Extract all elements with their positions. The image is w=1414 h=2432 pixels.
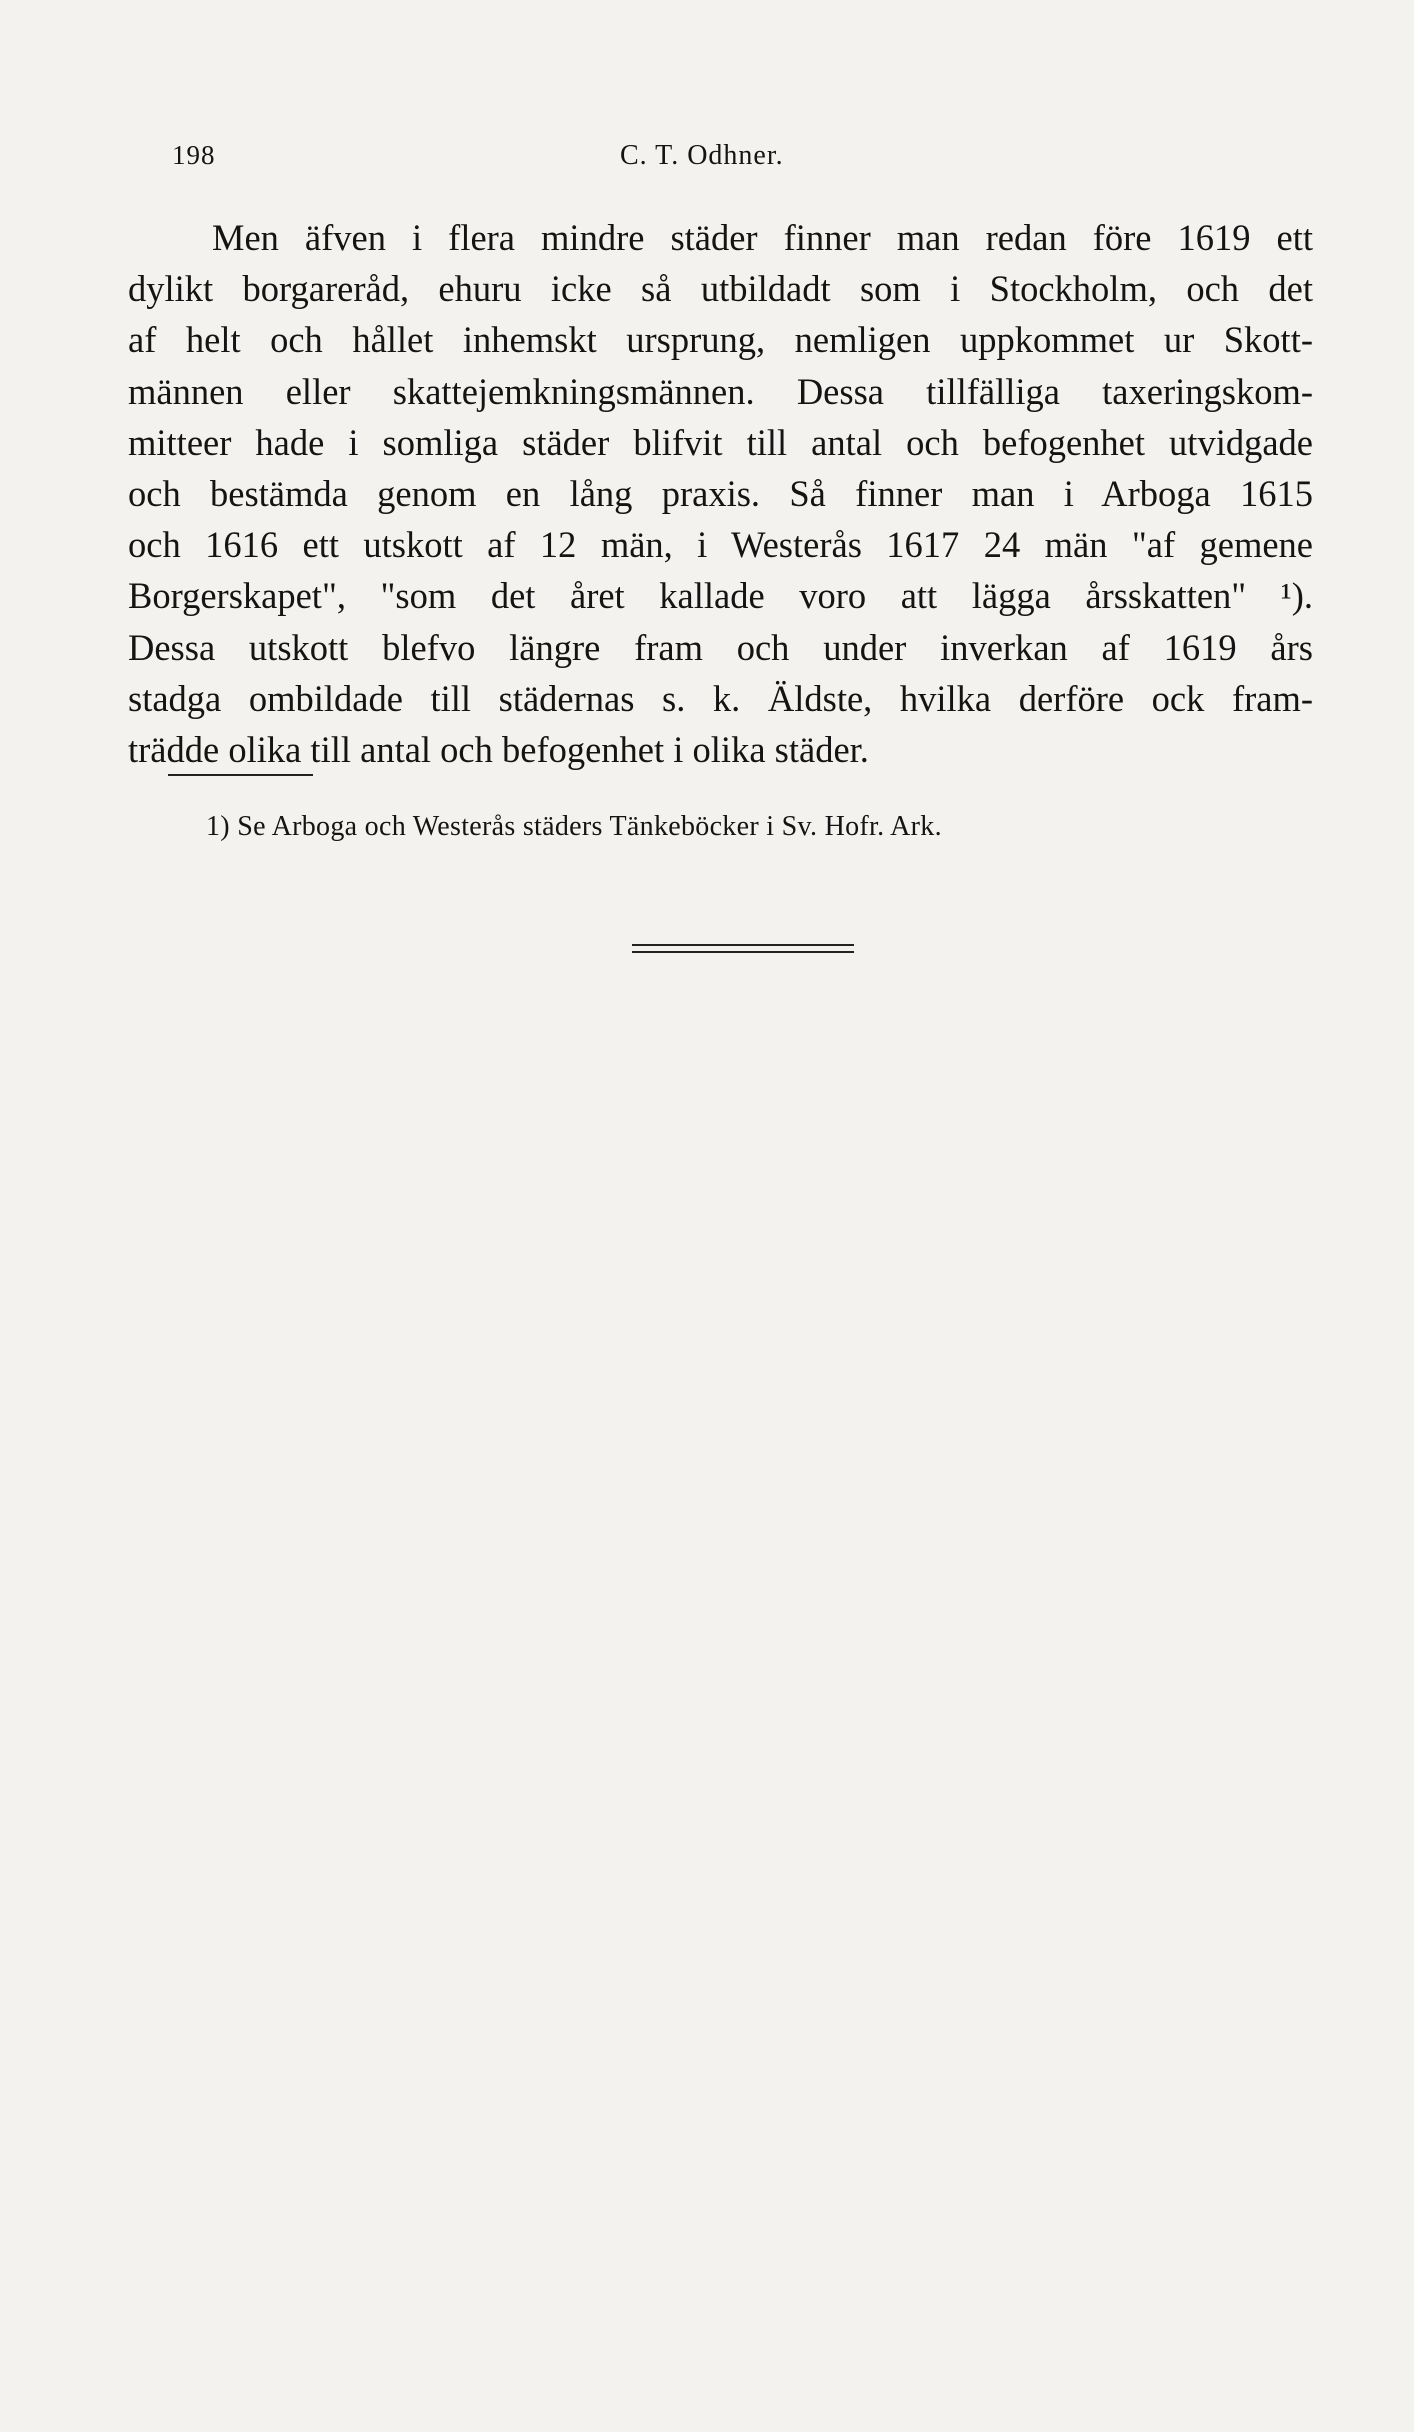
footnote	[206, 810, 1126, 844]
page-header	[172, 140, 1312, 180]
body-line: af helt och hållet inhemskt ursprung, nemligen uppkommet ur Skott-	[128, 319, 1313, 361]
body-line: Men äfven i flera mindre städer finner man redan före 1619 ett	[212, 217, 1313, 258]
end-rule	[632, 944, 854, 953]
body-line: mitteer hade i somliga städer blifvit till antal och befogenhet utvidgade	[128, 421, 1313, 463]
running-head: C. T. Odhner.	[620, 140, 784, 171]
body-line: och 1616 ett utskott af 12 män, i Westerås 1617 24 män "af gemene	[128, 524, 1313, 566]
body-line: männen eller skattejemkningsmännen. Dessa tillfälliga taxeringskom-	[128, 370, 1313, 412]
body-line: stadga ombildade till städernas s. k. Äldste, hvilka derföre ock fram-	[128, 677, 1313, 719]
body-line: trädde olika till antal och befogenhet i olika städer.	[128, 729, 869, 771]
footnote-separator	[168, 774, 313, 776]
end-rule-line	[632, 951, 854, 953]
body-line: Dessa utskott blefvo längre fram och under inverkan af 1619 års	[128, 626, 1313, 668]
footnote-text: Se Arboga och Westerås städers Tänkeböcker i Sv. Hofr. Ark.	[237, 811, 942, 842]
body-line: Borgerskapet", "som det året kallade voro att lägga årsskatten" ¹).	[128, 575, 1313, 617]
end-rule-line	[632, 944, 854, 946]
body-paragraph	[128, 212, 1313, 775]
body-line: och bestämda genom en lång praxis. Så finner man i Arboga 1615	[128, 473, 1313, 515]
page-number: 198	[172, 140, 216, 170]
body-line: dylikt borgareråd, ehuru icke så utbildadt som i Stockholm, och det	[128, 268, 1313, 310]
footnote-marker: 1)	[206, 811, 230, 842]
